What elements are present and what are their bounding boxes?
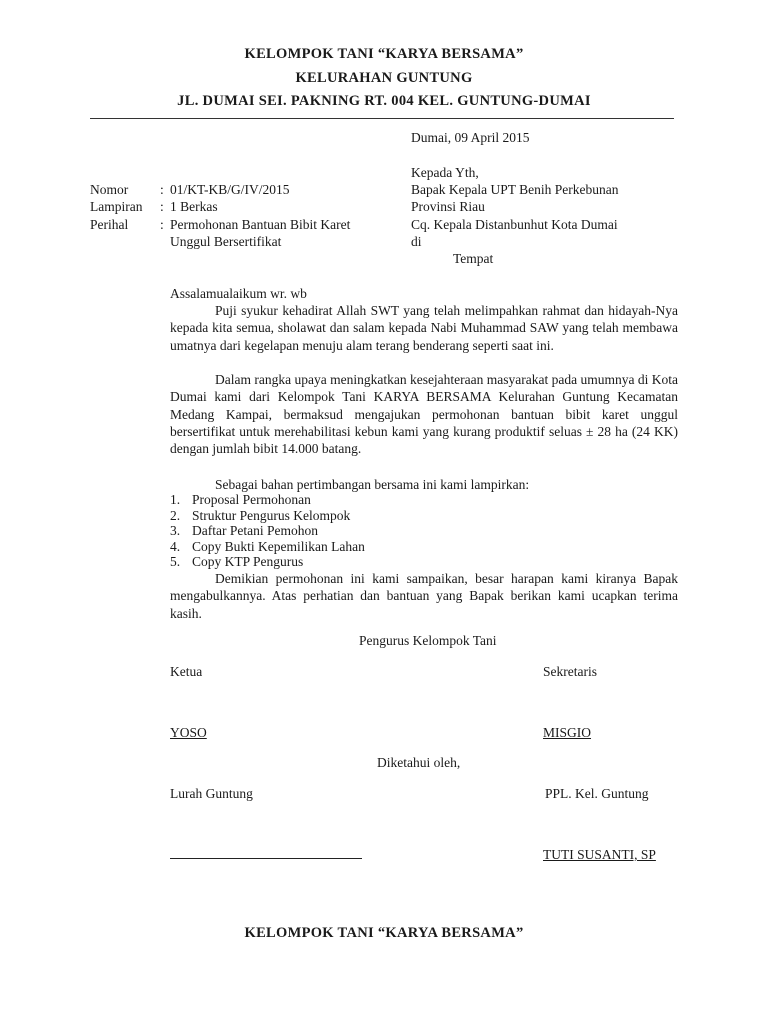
- letter-date: Dumai, 09 April 2015: [411, 130, 530, 145]
- lurah-signature-line: [170, 858, 362, 859]
- known-by: Diketahui oleh,: [377, 755, 461, 770]
- list-item: 1. Proposal Permohonan: [170, 492, 311, 507]
- lampiran-label: Lampiran: [90, 199, 143, 214]
- sekretaris-title: Sekretaris: [543, 664, 597, 679]
- perihal-value-line1: Permohonan Bantuan Bibit Karet: [170, 217, 351, 232]
- nomor-label: Nomor: [90, 182, 129, 197]
- paragraph-closing-text: Demikian permohonan ini kami sampaikan, besar harapan kami kiranya Bapak mengabulkannya. Atas perhatian dan bantuan yang Bapak berikan kami ucapkan terima kasih.: [170, 571, 678, 621]
- paragraph-request-text: Dalam rangka upaya meningkatkan kesejahteraan masyarakat pada umumnya di Kota Dumai kami dari Kelompok Tani KARYA BERSAMA Kelurahan Guntung Kecamatan Medang Kampai, bermaksud mengajukan permohonan bantuan bibit karet unggul bersertifikat untuk merehabilitasi kebun kami yang kurang produktif seluas ± 28 ha (24 KK) dengan jumlah bibit 14.000 batang.: [170, 372, 678, 457]
- ketua-title: Ketua: [170, 664, 203, 679]
- ppl-name: TUTI SUSANTI, SP: [543, 847, 656, 862]
- letterhead-address: JL. DUMAI SEI. PAKNING RT. 004 KEL. GUNTUNG-DUMAI: [177, 93, 591, 109]
- signature-org: Pengurus Kelompok Tani: [359, 633, 497, 648]
- recipient-cq: Cq. Kepala Distanbunhut Kota Dumai: [411, 217, 618, 232]
- nomor-colon: :: [160, 182, 164, 197]
- list-item: 4. Copy Bukti Kepemilikan Lahan: [170, 538, 365, 554]
- letterhead-title: KELOMPOK TANI “KARYA BERSAMA”: [244, 46, 524, 62]
- paragraph-closing: [170, 570, 678, 622]
- list-item: 3. Daftar Petani Pemohon: [170, 523, 318, 539]
- footer-heading: KELOMPOK TANI “KARYA BERSAMA”: [244, 925, 524, 941]
- recipient-province: Provinsi Riau: [411, 199, 485, 214]
- paragraph-request: [170, 371, 678, 457]
- recipient-name: Bapak Kepala UPT Benih Perkebunan: [411, 182, 619, 197]
- ketua-name: YOSO: [170, 725, 207, 740]
- list-item: 5. Copy KTP Pengurus: [170, 554, 304, 570]
- lampiran-colon: :: [160, 199, 164, 214]
- ppl-title: PPL. Kel. Guntung: [545, 786, 649, 801]
- lampiran-value: 1 Berkas: [170, 199, 218, 214]
- letterhead-subtitle: KELURAHAN GUNTUNG: [295, 70, 473, 86]
- attachment-list: [170, 492, 365, 570]
- perihal-value-line2: Unggul Bersertifikat: [170, 234, 282, 249]
- perihal-label: Perihal: [90, 217, 129, 232]
- recipient-salutation: Kepada Yth,: [411, 165, 479, 180]
- list-item: 2. Struktur Pengurus Kelompok: [170, 507, 351, 523]
- nomor-value: 01/KT-KB/G/IV/2015: [170, 182, 290, 197]
- sekretaris-name: MISGIO: [543, 725, 592, 740]
- lurah-title: Lurah Guntung: [170, 786, 253, 801]
- paragraph-opening: [170, 302, 678, 354]
- recipient-place: Tempat: [453, 251, 494, 266]
- letterhead-divider: [90, 118, 674, 119]
- paragraph-attachments-intro: Sebagai bahan pertimbangan bersama ini kami lampirkan:: [215, 477, 530, 492]
- recipient-di: di: [411, 234, 422, 249]
- perihal-colon: :: [160, 217, 164, 232]
- greeting: Assalamualaikum wr. wb: [170, 286, 307, 301]
- paragraph-opening-text: Puji syukur kehadirat Allah SWT yang telah melimpahkan rahmat dan hidayah-Nya kepada kita semua, sholawat dan salam kepada Nabi Muhammad SAW yang telah membawa umatnya dari kegelapan menuju alam terang benderang seperti saat ini.: [170, 303, 678, 353]
